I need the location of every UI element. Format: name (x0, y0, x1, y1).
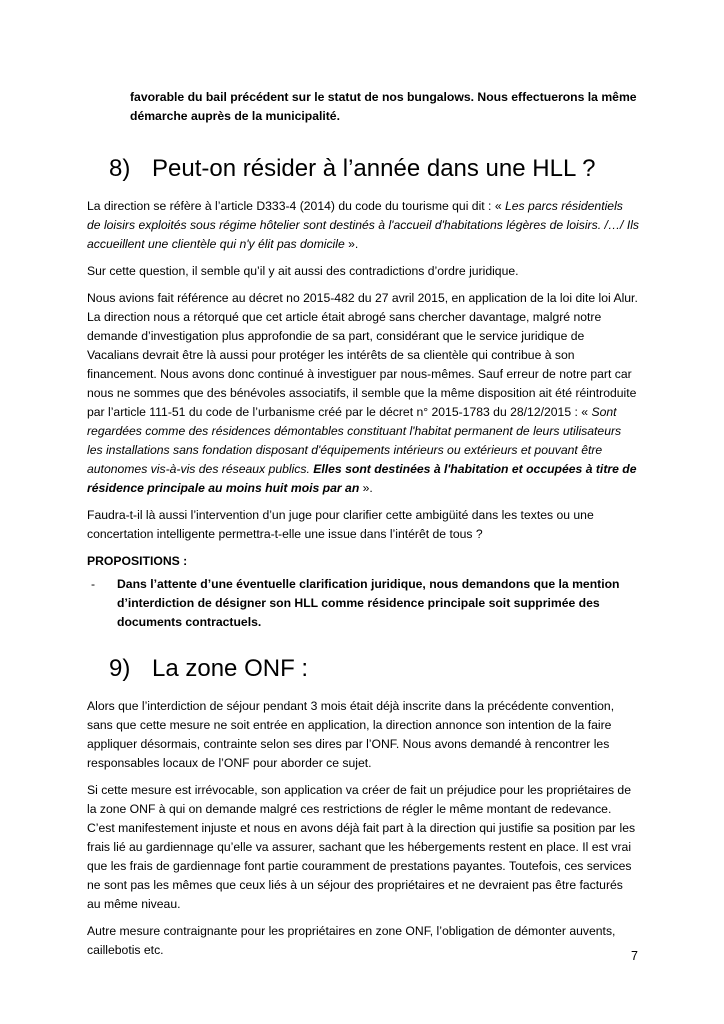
section-8-number: 8) (109, 155, 131, 182)
carry-over-paragraph: favorable du bail précédent sur le statut de nos bungalows. Nous effectuerons la même démarche auprès de la municipalité. (130, 90, 637, 123)
section-8-paragraph-2: Sur cette question, il semble qu’il y ait aussi des contradictions d’ordre juridique. (87, 264, 519, 278)
p1-quote: Les parcs résidentiels de loisirs exploités sous régime hôtelier sont destinés à l'accueil d'habitations légères de loisirs. /…/ Ils accueillent une clientèle qui n'y élit pas domicile (87, 199, 640, 251)
page-content (87, 88, 639, 968)
proposition-text: Dans l’attente d’une éventuelle clarification juridique, nous demandons que la mention d’interdiction de désigner son HLL comme résidence principale soit supprimée des documents contractuels. (117, 577, 620, 629)
section-8-paragraph-4: Faudra-t-il là aussi l’intervention d’un juge pour clarifier cette ambigüité dans les textes ou une concertation intelligente permettra-t-elle une issue dans l’intérêt de tous ? (87, 508, 594, 541)
p3-text-a: Nous avions fait référence au décret no 2015-482 du 27 avril 2015, en application de la loi dite loi Alur. La direction nous a rétorqué que cet article était abrogé sans chercher davantage, malgré notre demande d’investigation plus approfondie de sa part, considérant que le service juridique de Vacalians devrait être là aussi pour protéger les intérêts de sa clientèle qui contribue à son financement. Nous avons donc continué à investiguer par nous-mêmes. Sauf erreur de notre part car nous ne sommes que des bénévoles associatifs, il semble que la même disposition ait été réintroduite par l’article 111-51 du code de l’urbanisme créé par le décret n° 2015-1783 du 28/12/2015 : « (87, 291, 638, 419)
section-8-title: Peut-on résider à l’année dans une HLL ? (152, 155, 596, 182)
section-9-paragraph-2: Si cette mesure est irrévocable, son application va créer de fait un préjudice pour les propriétaires de la zone ONF à qui on demande malgré ces restrictions de régler le même montant de redevance. C’est manifestement injuste et nous en avons déjà fait part à la direction qui justifie sa position par les frais lié au gardiennage qu’elle va assurer, sachant que les hébergements restent en place. Il est vrai que les frais de gardiennage font partie couramment de prestations payantes. Toutefois, ces services ne sont pas les mêmes que ceux liés à un séjour des propriétaires et ne devraient pas être facturés au même niveau. (87, 783, 636, 911)
p3-text-b: ». (359, 481, 373, 495)
section-8-heading (109, 154, 639, 184)
p1-text-a: La direction se réfère à l’article D333-4 (2014) du code du tourisme qui dit : « (87, 199, 505, 213)
section-8-paragraph-3 (87, 289, 639, 498)
page-number: 7 (631, 949, 638, 963)
section-9-paragraph-1: Alors que l’interdiction de séjour pendant 3 mois était déjà inscrite dans la précédente convention, sans que cette mesure ne soit entrée en application, la direction annonce son intention de la faire appliquer désormais, contrainte selon ses dires par l’ONF. Nous avons demandé à rencontrer les responsables locaux de l’ONF pour aborder ce sujet. (87, 699, 615, 770)
section-9-title: La zone ONF : (152, 655, 309, 682)
proposition-list-item (87, 575, 639, 632)
section-8-paragraph-1 (87, 197, 639, 254)
section-9-number: 9) (109, 655, 131, 682)
p3-quote: Sont regardées comme des résidences démontables constituant l'habitat permanent de leurs utilisateurs les installations sans fondation disposant d'équipements intérieurs ou extérieurs et pouvant être autonomes vis-à-vis des réseaux publics. (87, 405, 622, 476)
bullet-dash: - (91, 577, 96, 591)
propositions-label: PROPOSITIONS : (87, 554, 188, 568)
p1-text-b: ». (344, 237, 359, 251)
p3-quote-bold: Elles sont destinées à l'habitation et occupées à titre de résidence principale au moins huit mois par an (87, 462, 637, 495)
section-9-heading (109, 654, 639, 684)
section-9-paragraph-3: Autre mesure contraignante pour les propriétaires en zone ONF, l’obligation de démonter auvents, caillebotis etc. (87, 924, 616, 957)
